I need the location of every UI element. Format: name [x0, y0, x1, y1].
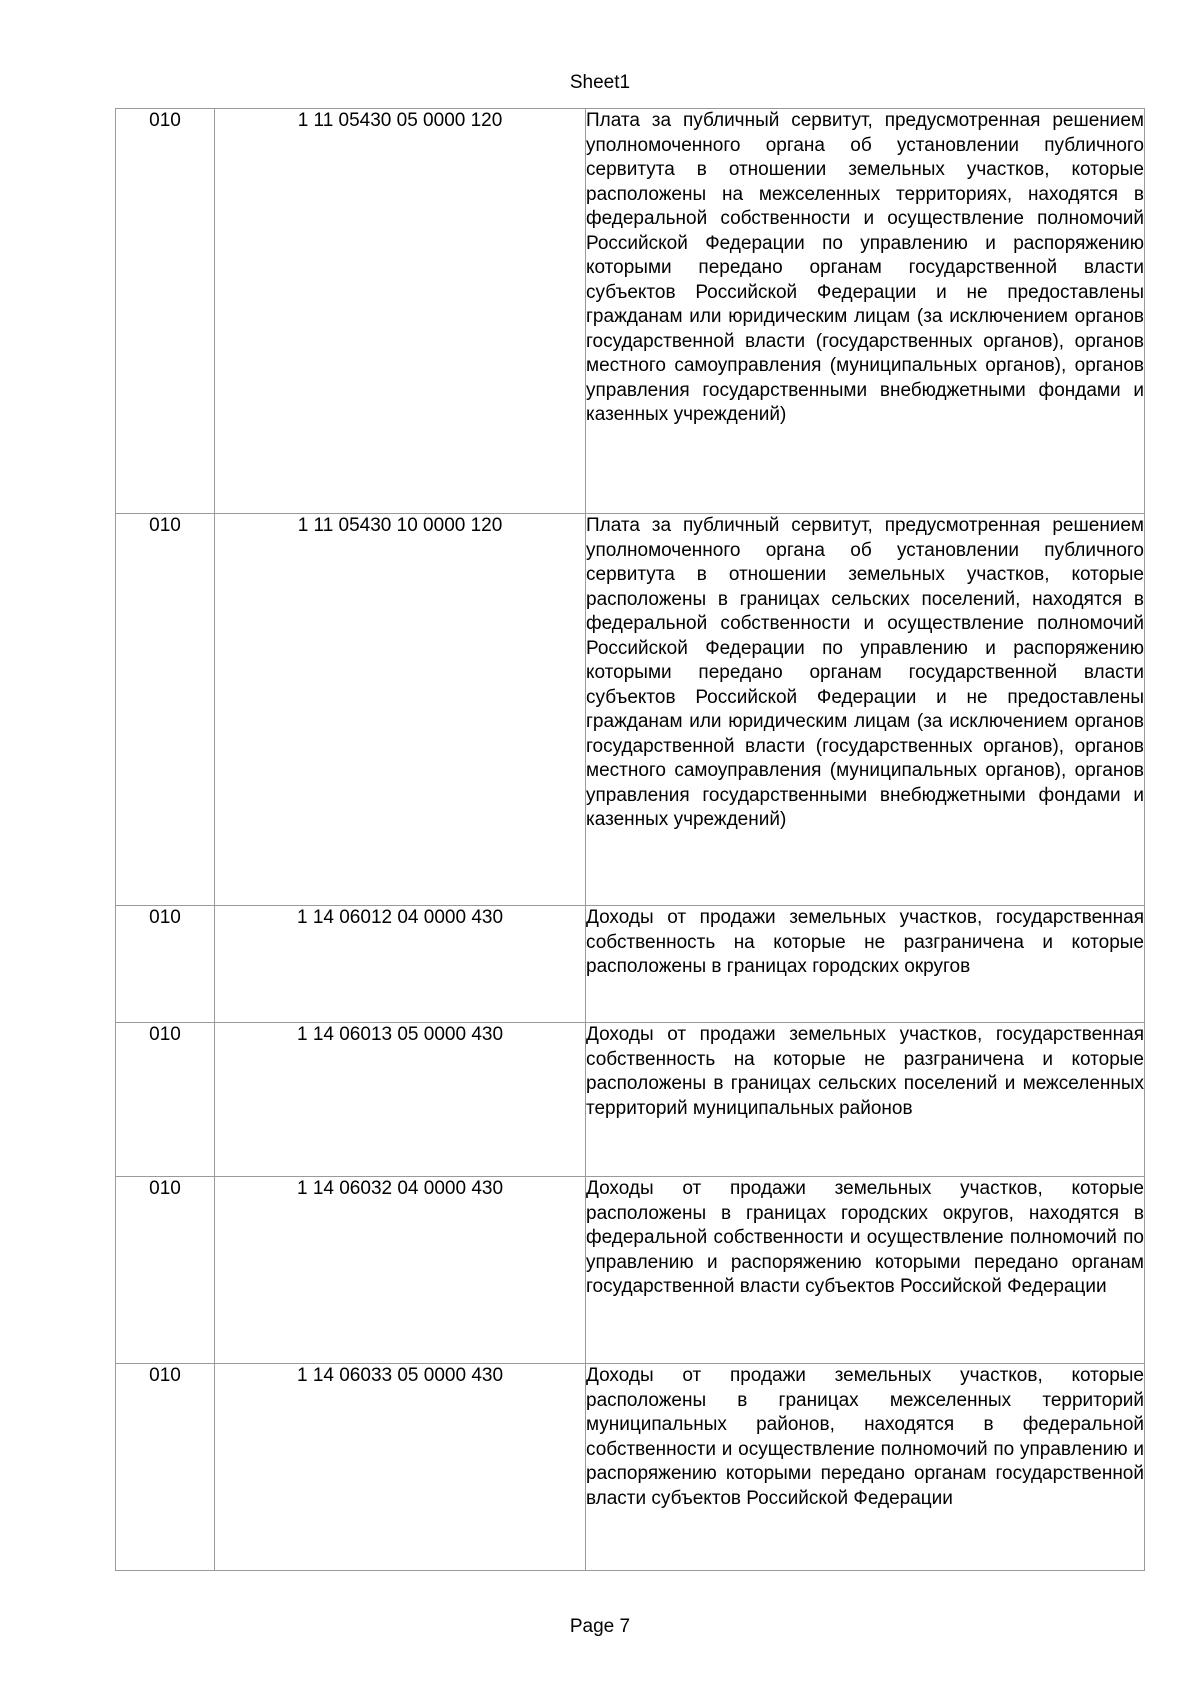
table-row — [116, 1364, 1145, 1571]
table-row — [116, 514, 1145, 906]
budget-code-cell: 1 11 05430 10 0000 120 — [215, 514, 586, 906]
description-cell: Доходы от продажи земельных участков, государственная собственность на которые не разграничена и которые расположены в границах сельских поселений и межселенных территорий муниципальных районов — [586, 1023, 1145, 1177]
budget-code-cell: 1 14 06032 04 0000 430 — [215, 1177, 586, 1364]
description-cell: Доходы от продажи земельных участков, которые расположены в границах городских округов, находятся в федеральной собственности и осуществление полномочий по управлению и распоряжению которыми передано органам государственной власти субъектов Российской Федерации — [586, 1177, 1145, 1364]
description-cell: Плата за публичный сервитут, предусмотренная решением уполномоченного органа об установлении публичного сервитута в отношении земельных участков, которые расположены на межселенных территориях, находятся в федеральной собственности и осуществление полномочий Российской Федерации по управлению и распоряжению которыми передано органам государственной власти субъектов Российской Федерации и не предоставлены гражданам или юридическим лицам (за исключением органов государственной власти (государственных органов), органов местного самоуправления (муниципальных органов), органов управления государственными внебюджетными фондами и казенных учреждений) — [586, 109, 1145, 514]
admin-code-cell: 010 — [116, 906, 215, 1023]
revenue-codes-table — [115, 108, 1145, 1571]
budget-code-cell: 1 14 06033 05 0000 430 — [215, 1364, 586, 1571]
table-row — [116, 109, 1145, 514]
admin-code-cell: 010 — [116, 1023, 215, 1177]
admin-code-cell: 010 — [116, 1364, 215, 1571]
description-cell: Доходы от продажи земельных участков, государственная собственность на которые не разграничена и которые расположены в границах городских округов — [586, 906, 1145, 1023]
table-row — [116, 906, 1145, 1023]
admin-code-cell: 010 — [116, 1177, 215, 1364]
description-cell: Доходы от продажи земельных участков, которые расположены в границах межселенных территорий муниципальных районов, находятся в федеральной собственности и осуществление полномочий по управлению и распоряжению которыми передано органам государственной власти субъектов Российской Федерации — [586, 1364, 1145, 1571]
page-number: Page 7 — [569, 1616, 631, 1637]
budget-code-cell: 1 14 06013 05 0000 430 — [215, 1023, 586, 1177]
admin-code-cell: 010 — [116, 109, 215, 514]
sheet-title: Sheet1 — [569, 72, 631, 93]
admin-code-cell: 010 — [116, 514, 215, 906]
description-cell: Плата за публичный сервитут, предусмотренная решением уполномоченного органа об установлении публичного сервитута в отношении земельных участков, которые расположены в границах сельских поселений, находятся в федеральной собственности и осуществление полномочий Российской Федерации по управлению и распоряжению которыми передано органам государственной власти субъектов Российской Федерации и не предоставлены гражданам или юридическим лицам (за исключением органов государственной власти (государственных органов), органов местного самоуправления (муниципальных органов), органов управления государственными внебюджетными фондами и казенных учреждений) — [586, 514, 1145, 906]
budget-code-cell: 1 11 05430 05 0000 120 — [215, 109, 586, 514]
table-row — [116, 1177, 1145, 1364]
budget-code-cell: 1 14 06012 04 0000 430 — [215, 906, 586, 1023]
table-row — [116, 1023, 1145, 1177]
